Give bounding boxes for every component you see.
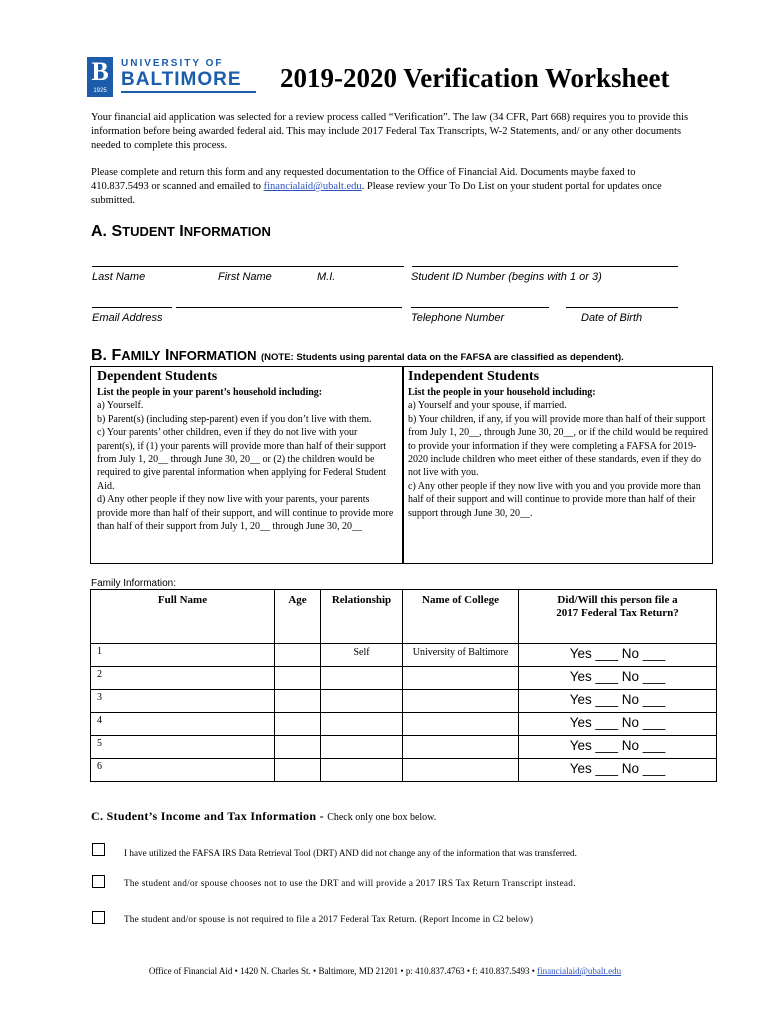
row-number: 1 [97, 646, 102, 657]
row-age-cell[interactable] [275, 736, 321, 759]
independent-item-b: b) Your children, if any, if you will provide more than half of their support from July 1, 20__, through June 30, 20__, or if the child would be required to provide your information if they were completing a FAFSA for 2019-2020 include children who meet either of these standards, even if they do not live with you. [408, 413, 708, 479]
section-c-heading [91, 808, 436, 826]
row-name-cell[interactable] [91, 713, 275, 736]
intro-paragraph-1: Your financial aid application was selected for a review process called “Verification”. The law (34 CFR, Part 668) requires you to provide this information before being awarded federal aid. This may include 2017 Federal Tax Transcripts, W-2 Statements, and/ or any other documents needed to complete this process. [91, 112, 689, 151]
footer-email-link[interactable]: financialaid@ubalt.edu [537, 966, 622, 976]
dependent-students-text [97, 386, 397, 533]
row-college-cell[interactable] [403, 713, 519, 736]
option-transcript-label: The student and/or spouse chooses not to use the DRT and will provide a 2017 IRS Tax Return Transcript instead. [124, 878, 576, 888]
header-full-name-label: Full Name [157, 594, 208, 606]
row-tax-cell[interactable]: Yes ___ No ___ [519, 667, 717, 690]
telephone-line[interactable] [411, 307, 549, 308]
row-relationship-cell[interactable] [321, 736, 403, 759]
dob-label: Date of Birth [581, 312, 643, 324]
logo-baltimore: BALTIMORE [121, 69, 242, 90]
row-relationship-cell[interactable] [321, 667, 403, 690]
section-b-word1-cap: F [111, 347, 122, 364]
row-college-cell[interactable] [403, 667, 519, 690]
section-b-note: (NOTE: Students using parental data on the FAFSA are classified as dependent). [260, 352, 624, 363]
section-a-word1-cap: S [111, 223, 123, 240]
student-id-line[interactable] [412, 266, 678, 267]
row-relationship-cell[interactable]: Self [321, 644, 403, 667]
row-tax-cell[interactable]: Yes ___ No ___ [519, 759, 717, 782]
intro-text-after-email: . Please review your To Do List on your student portal for updates once submitted. [91, 181, 662, 206]
option-not-required-label: The student and/or spouse is not required to file a 2017 Federal Tax Return. (Report Income in C2 below) [124, 914, 534, 924]
section-a-heading [91, 222, 271, 242]
option-drt-checkbox[interactable] [92, 843, 105, 856]
dob-line[interactable] [566, 307, 678, 308]
student-id-label: Student ID Number (begins with 1 or 3) [411, 271, 602, 283]
row-number: 5 [97, 738, 102, 749]
email-link[interactable]: financialaid@ubalt.edu [263, 181, 362, 192]
logo-year: 1925 [93, 88, 107, 94]
independent-intro: List the people in your household including: [408, 387, 596, 398]
page-title: 2019-2020 Verification Worksheet [280, 63, 670, 93]
dependent-item-b: b) Parent(s) (including step-parent) even if you don’t live with them. [97, 413, 372, 425]
last-name-label: Last Name [92, 271, 146, 283]
row-age-cell[interactable] [275, 759, 321, 782]
independent-item-a: a) Yourself and your spouse, if married. [408, 400, 567, 412]
intro-text-before-email: Please complete and return this form and any requested documentation to the Office of Financial Aid. Documents maybe faxed to 410.837.5493 or scanned and emailed to [91, 167, 636, 192]
row-relationship-cell[interactable] [321, 690, 403, 713]
dependent-intro: List the people in your parent’s household including: [97, 387, 323, 398]
independent-item-c: c) Any other people if they now live with you and you provide more than half of their support and will continue to provide more than half of their support through June 30, 20__. [408, 480, 701, 519]
section-b-word1-rest: AMILY [121, 348, 161, 363]
section-b-word2-cap: I [164, 347, 170, 364]
row-name-cell[interactable] [91, 690, 275, 713]
row-name-cell[interactable] [91, 759, 275, 782]
section-b-heading [91, 346, 624, 368]
header-relationship: Relationship [321, 590, 403, 644]
email-line-part-1[interactable] [92, 307, 172, 308]
family-table [90, 589, 717, 782]
row-age-cell[interactable] [275, 644, 321, 667]
first-name-label: First Name [218, 271, 272, 283]
row-number: 2 [97, 669, 102, 680]
row-college-cell[interactable] [403, 759, 519, 782]
row-relationship-cell[interactable] [321, 713, 403, 736]
mi-label: M.I. [317, 271, 336, 283]
section-c-title: C. Student’s Income and Tax Information - [91, 809, 324, 823]
row-name-cell[interactable] [91, 644, 275, 667]
table-row [91, 667, 717, 690]
section-c-subtitle: Check only one box below. [327, 812, 437, 823]
section-a-word2-rest: NFORMATION [183, 224, 271, 239]
name-line[interactable] [92, 266, 404, 267]
section-a-word1-rest: TUDENT [122, 224, 175, 239]
table-row [91, 644, 717, 667]
header-college: Name of College [403, 590, 519, 644]
header-age: Age [275, 590, 321, 644]
dependent-item-a: a) Yourself. [97, 400, 144, 412]
row-name-cell[interactable] [91, 736, 275, 759]
row-name-cell[interactable] [91, 667, 275, 690]
dependent-item-c: c) Your parents’ other children, even if they do not live with your parent(s), if (1) your parents will provide more than half of their support from July 1, 20__ through June 30, 20__ or (2) the children would be required to give parental information when applying for Federal Student Aid. [97, 427, 387, 492]
row-number: 4 [97, 715, 102, 726]
independent-students-title: Independent Students [408, 369, 540, 384]
intro-paragraph-2 [91, 166, 691, 208]
footer [0, 965, 770, 977]
independent-students-text [408, 386, 708, 520]
row-age-cell[interactable] [275, 667, 321, 690]
family-table-header [91, 590, 717, 644]
row-relationship-cell[interactable] [321, 759, 403, 782]
logo-letter: B [91, 57, 109, 86]
row-college-cell[interactable]: University of Baltimore [403, 644, 519, 667]
row-tax-cell[interactable]: Yes ___ No ___ [519, 736, 717, 759]
row-number: 3 [97, 692, 102, 703]
option-not-required-checkbox[interactable] [92, 911, 105, 924]
section-b-letter: B. [91, 347, 107, 364]
telephone-label: Telephone Number [411, 312, 505, 324]
dependent-item-d: d) Any other people if they now live with your parents, your parents provide more than half of their support, and will continue to provide more than half of their support from July 1, 20__ through June 30, 20__ [97, 494, 394, 533]
header-tax-return: Did/Will this person file a 2017 Federal Tax Return? [519, 590, 717, 644]
table-row [91, 690, 717, 713]
table-row [91, 713, 717, 736]
table-row [91, 736, 717, 759]
logo-university-of: UNIVERSITY OF [121, 58, 224, 69]
row-number: 6 [97, 761, 102, 772]
dependent-students-title: Dependent Students [97, 369, 218, 384]
option-drt-label: I have utilized the FAFSA IRS Data Retrieval Tool (DRT) AND did not change any of the information that was transferred. [124, 848, 577, 858]
university-logo-mark [87, 57, 113, 97]
row-age-cell[interactable] [275, 713, 321, 736]
row-tax-cell[interactable]: Yes ___ No ___ [519, 690, 717, 713]
table-row [91, 759, 717, 782]
section-a-letter: A. [91, 223, 107, 240]
row-tax-cell[interactable]: Yes ___ No ___ [519, 713, 717, 736]
row-tax-cell[interactable]: Yes ___ No ___ [519, 644, 717, 667]
row-college-cell[interactable] [403, 736, 519, 759]
email-label: Email Address [92, 312, 163, 324]
family-guidelines-divider [402, 366, 404, 564]
row-age-cell[interactable] [275, 690, 321, 713]
option-transcript-checkbox[interactable] [92, 875, 105, 888]
email-line-part-2[interactable] [176, 307, 402, 308]
row-college-cell[interactable] [403, 690, 519, 713]
section-a-word2-cap: I [179, 223, 184, 240]
section-b-word2-rest: NFORMATION [169, 348, 257, 363]
logo-underline [121, 91, 256, 93]
header-full-name [91, 590, 275, 644]
footer-contact: Office of Financial Aid • 1420 N. Charles St. • Baltimore, MD 21201 • p: 410.837.4763 • f: 410.837.5493 • [148, 966, 538, 976]
family-information-label: Family Information: [91, 578, 177, 589]
